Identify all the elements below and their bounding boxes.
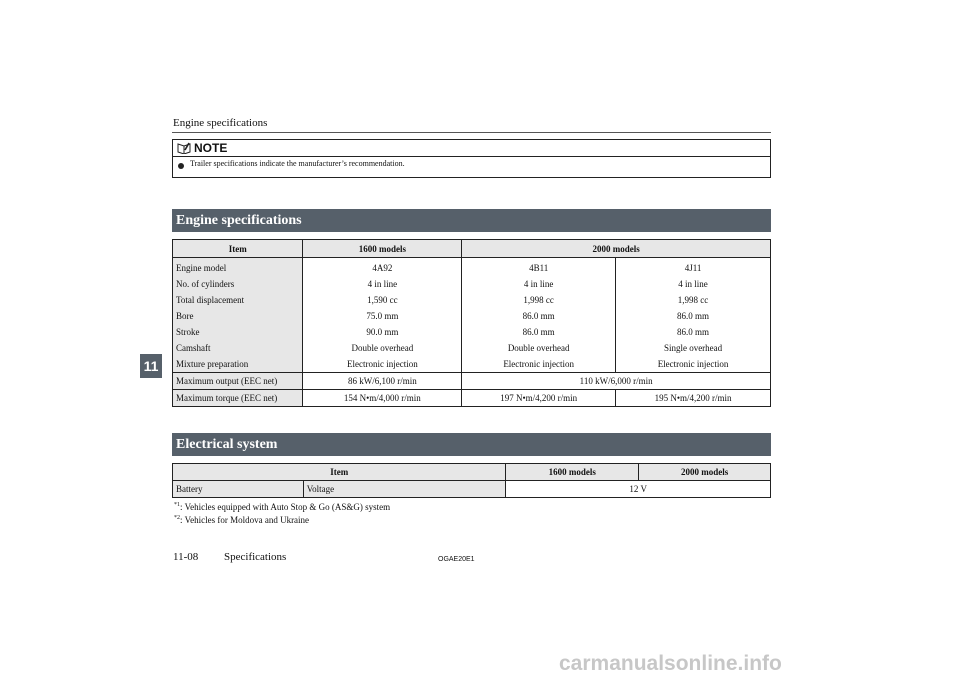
footnote-mark: *2 bbox=[174, 515, 180, 521]
table-cell: 86 kW/6,100 r/min bbox=[303, 373, 462, 390]
note-text: Trailer specifications indicate the manufacturer’s recommendation. bbox=[190, 159, 405, 168]
table-row bbox=[173, 308, 771, 324]
table-cell: 4 in line bbox=[303, 276, 462, 292]
table-cell: 197 N•m/4,200 r/min bbox=[462, 390, 616, 407]
table-cell: 154 N•m/4,000 r/min bbox=[303, 390, 462, 407]
row-label: Stroke bbox=[173, 324, 303, 340]
table-row bbox=[173, 276, 771, 292]
table-row bbox=[173, 258, 771, 277]
table-row bbox=[173, 340, 771, 356]
row-label: Engine model bbox=[173, 258, 303, 277]
row-label: No. of cylinders bbox=[173, 276, 303, 292]
table-cell: Double overhead bbox=[303, 340, 462, 356]
table-cell: 86.0 mm bbox=[616, 324, 771, 340]
table-cell: 75.0 mm bbox=[303, 308, 462, 324]
bullet-icon bbox=[178, 163, 184, 169]
engine-specifications-heading: Engine specifications bbox=[172, 209, 771, 232]
table-cell: 86.0 mm bbox=[616, 308, 771, 324]
note-header bbox=[173, 140, 770, 157]
table-cell: 86.0 mm bbox=[462, 308, 616, 324]
table-cell: 1,998 cc bbox=[462, 292, 616, 308]
table-row-max-output bbox=[173, 373, 771, 390]
watermark: carmanualsonline.info bbox=[559, 652, 782, 675]
electrical-system-heading: Electrical system bbox=[172, 433, 771, 456]
page-header-title: Engine specifications bbox=[173, 117, 268, 129]
table-cell: Double overhead bbox=[462, 340, 616, 356]
document-code: OGAE20E1 bbox=[438, 556, 475, 563]
table-header-row bbox=[173, 464, 771, 481]
table-row-battery bbox=[173, 481, 771, 498]
table-row bbox=[173, 324, 771, 340]
note-pencil-icon bbox=[177, 142, 191, 154]
footnote-mark: *1 bbox=[174, 502, 180, 508]
table-row bbox=[173, 292, 771, 308]
table-cell: Electronic injection bbox=[616, 356, 771, 373]
row-label: Battery bbox=[173, 481, 304, 498]
table-cell: Electronic injection bbox=[462, 356, 616, 373]
table-cell: 195 N•m/4,200 r/min bbox=[616, 390, 771, 407]
column-header-item: Item bbox=[173, 240, 303, 258]
table-row bbox=[173, 356, 771, 373]
table-cell: 86.0 mm bbox=[462, 324, 616, 340]
engine-spec-table bbox=[172, 239, 771, 407]
table-cell: 1,998 cc bbox=[616, 292, 771, 308]
table-cell: Electronic injection bbox=[303, 356, 462, 373]
row-label: Camshaft bbox=[173, 340, 303, 356]
table-cell: 4 in line bbox=[462, 276, 616, 292]
column-header-item: Item bbox=[173, 464, 506, 481]
row-sublabel: Voltage bbox=[303, 481, 506, 498]
table-cell: 4A92 bbox=[303, 258, 462, 277]
table-cell: 1,590 cc bbox=[303, 292, 462, 308]
footer-section-name: Specifications bbox=[224, 551, 287, 563]
table-cell: 4 in line bbox=[616, 276, 771, 292]
table-cell: Single overhead bbox=[616, 340, 771, 356]
column-header-1600: 1600 models bbox=[303, 240, 462, 258]
note-label: NOTE bbox=[194, 141, 228, 155]
electrical-spec-table bbox=[172, 463, 771, 498]
chapter-tab: 11 bbox=[140, 354, 162, 378]
note-box bbox=[172, 139, 771, 178]
table-cell: 12 V bbox=[506, 481, 771, 498]
row-label: Bore bbox=[173, 308, 303, 324]
column-header-2000: 2000 models bbox=[639, 464, 771, 481]
table-cell: 110 kW/6,000 r/min bbox=[462, 373, 771, 390]
row-label: Mixture preparation bbox=[173, 356, 303, 373]
footnote-1 bbox=[174, 502, 390, 512]
table-cell: 90.0 mm bbox=[303, 324, 462, 340]
page-number: 11-08 bbox=[173, 551, 199, 563]
row-label: Maximum output (EEC net) bbox=[173, 373, 303, 390]
column-header-1600: 1600 models bbox=[506, 464, 639, 481]
table-cell: 4B11 bbox=[462, 258, 616, 277]
table-cell: 4J11 bbox=[616, 258, 771, 277]
column-header-2000: 2000 models bbox=[462, 240, 771, 258]
table-header-row bbox=[173, 240, 771, 258]
header-divider bbox=[172, 132, 771, 133]
footnote-text: : Vehicles equipped with Auto Stop & Go (AS&G) system bbox=[180, 502, 391, 512]
footnote-2 bbox=[174, 515, 309, 525]
row-label: Maximum torque (EEC net) bbox=[173, 390, 303, 407]
footnote-text: : Vehicles for Moldova and Ukraine bbox=[180, 515, 310, 525]
table-row-max-torque bbox=[173, 390, 771, 407]
row-label: Total displacement bbox=[173, 292, 303, 308]
